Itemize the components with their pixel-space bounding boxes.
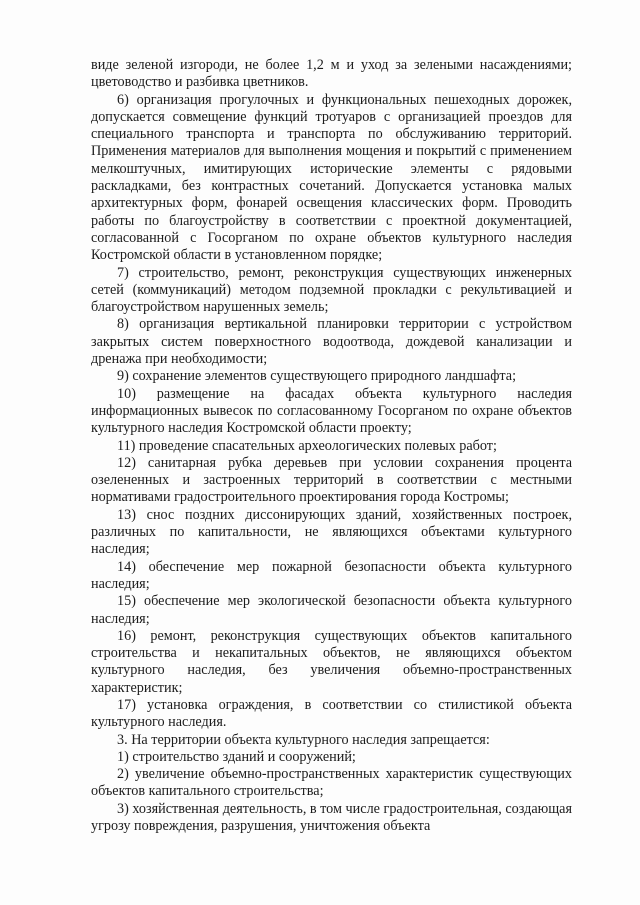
paragraph-item-10: 10) размещение на фасадах объекта культурного наследия информационных вывесок по согласованному Госорганом по охране объектов культурного наследия Костромской области проекту; bbox=[91, 385, 572, 437]
paragraph-item-9: 9) сохранение элементов существующего природного ландшафта; bbox=[117, 368, 517, 385]
paragraph-item-12: 12) санитарная рубка деревьев при условии сохранения процента озелененных и застроенных территорий в соответствии с местными нормативами градостроительного проектирования города Костромы; bbox=[91, 454, 572, 506]
prohibition-item-2: 2) увеличение объемно-пространственных характеристик существующих объектов капитального строительства; bbox=[91, 766, 572, 800]
paragraph-item-13: 13) снос поздних диссонирующих зданий, хозяйственных построек, различных по капитальности, не являющихся объектами культурного наследия; bbox=[91, 506, 572, 558]
prohibition-item-1: 1) строительство зданий и сооружений; bbox=[117, 748, 356, 765]
paragraph-item-15: 15) обеспечение мер экологической безопасности объекта культурного наследия; bbox=[91, 593, 572, 627]
paragraph-item-11: 11) проведение спасательных археологических полевых работ; bbox=[117, 437, 497, 454]
paragraph-item-16: 16) ремонт, реконструкция существующих объектов капитального строительства и некапитальных объектов, не являющихся объектом культурного наследия, без увеличения объемно-пространственных характеристик; bbox=[91, 627, 572, 696]
paragraph-item-7: 7) строительство, ремонт, реконструкция существующих инженерных сетей (коммуникаций) методом подземной прокладки с рекультивацией и благоустройством нарушенных земель; bbox=[91, 264, 572, 316]
paragraph-item-8: 8) организация вертикальной планировки территории с устройством закрытых систем поверхностного водоотвода, дождевой канализации и дренажа при необходимости; bbox=[91, 316, 572, 368]
paragraph-item-6: 6) организация прогулочных и функциональных пешеходных дорожек, допускается совмещение функций тротуаров с организацией проездов для специального транспорта и транспорта по обслуживанию территорий. Применения материалов для выполнения мощения и покрытий с применением мелкоштучных, имитирующих исторические элементы с рядовыми раскладками, без контрастных сочетаний. Допускается установка малых архитектурных форм, фонарей освещения классических форм. Проводить работы по благоустройству в соответствии с проектной документацией, согласованной с Госорганом по охране объектов культурного наследия Костромской области в установленном порядке; bbox=[91, 91, 572, 264]
document-body bbox=[91, 57, 572, 835]
paragraph-item-17: 17) установка ограждения, в соответствии со стилистикой объекта культурного наследия. bbox=[91, 696, 572, 731]
paragraph-item-14: 14) обеспечение мер пожарной безопасности объекта культурного наследия; bbox=[91, 558, 572, 592]
paragraph-continuation: виде зеленой изгороди, не более 1,2 м и уход за зелеными насаждениями; цветоводство и разбивка цветников. bbox=[91, 57, 572, 91]
section-3-heading: 3. На территории объекта культурного наследия запрещается: bbox=[117, 731, 490, 748]
prohibition-item-3: 3) хозяйственная деятельность, в том числе градостроительная, создающая угрозу повреждения, разрушения, уничтожения объекта bbox=[91, 800, 572, 835]
